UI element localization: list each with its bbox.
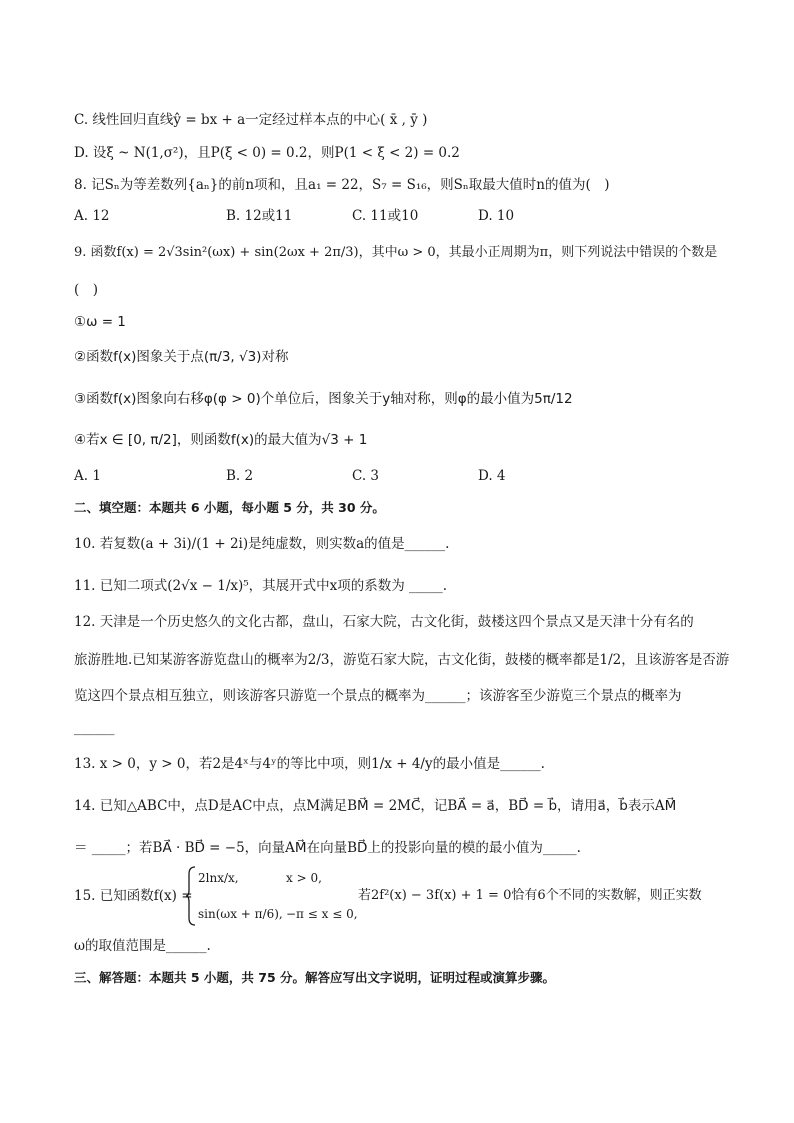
q9-statement-3: ③函数f(x)图象向右移φ(φ > 0)个单位后，图象关于y轴对称，则φ的最小值为5π/12 [74,391,573,407]
q10: 10. 若复数(a + 3i)/(1 + 2i)是纯虚数，则实数a的值是______. [74,536,450,552]
q15-case2-condition: −π ≤ x ≤ 0, [286,907,358,921]
piecewise-brace [186,866,196,926]
q15-case1-condition: x > 0, [286,871,322,885]
section-2-heading: 二、填空题：本题共 6 小题，每小题 5 分，共 30 分。 [74,500,385,515]
q15-line2: ω的取值范围是______. [74,938,211,954]
q15-case1-expr: 2lnx/x, [198,871,239,885]
q9-statement-4: ④若x ∈ [0, π/2]，则函数f(x)的最大值为√3 + 1 [74,432,368,448]
q9-statement-1: ①ω = 1 [74,314,126,330]
q13: 13. x > 0，y > 0，若2是4ˣ与4ʸ的等比中项，则1/x + 4/y的最小值是______. [74,756,545,772]
q12-line2: 旅游胜地.已知某游客游览盘山的概率为2/3，游览石家大院，古文化街，鼓楼的概率都是1/2，且该游客是否游 [74,652,730,668]
section-3-heading: 三、解答题：本题共 5 小题，共 75 分。解答应写出文字说明，证明过程或演算步骤。 [74,970,556,985]
q14-line1: 14. 已知△ABC中，点D是AC中点，点M满足BM⃗ = 2MC⃗，记BA⃗ = a⃗，BD⃗ = b⃗，请用a⃗，b⃗表示AM⃗ [74,798,677,814]
q8-option-a: A. 12 [74,208,110,224]
q9-statement-2: ②函数f(x)图象关于点(π/3, √3)对称 [74,349,289,365]
q11: 11. 已知二项式(2√x − 1/x)⁵，其展开式中x项的系数为 _____. [74,578,448,594]
q15-case2-expr: sin(ωx + π/6), [198,907,283,921]
q9-stem-line2: ( ) [74,282,99,298]
q9-option-d: D. 4 [478,468,506,484]
q12-line4: ______ [74,720,115,736]
q9-option-b: B. 2 [226,468,254,484]
q12-line3: 览这四个景点相互独立，则该游客只游览一个景点的概率为______；该游客至少游览三个景点的概率为 [74,688,682,704]
q15-prefix: 15. 已知函数f(x) = [74,888,193,904]
q15-suffix: 若2f²(x) − 3f(x) + 1 = 0恰有6个不同的实数解，则正实数 [358,888,702,903]
q9-option-c: C. 3 [352,468,380,484]
q7-option-c: C. 线性回归直线ŷ = bx + a一定经过样本点的中心( x̄ , ȳ ) [74,112,428,128]
q7-option-d: D. 设ξ ~ N(1,σ²)，且P(ξ < 0) = 0.2，则P(1 < ξ < 2) = 0.2 [74,145,460,161]
q15 [74,862,746,934]
q9-stem-line1: 9. 函数f(x) = 2√3sin²(ωx) + sin(2ωx + 2π/3)，其中ω > 0，其最小正周期为π，则下列说法中错误的个数是 [74,245,718,260]
q8-option-c: C. 11或10 [352,208,419,224]
q8-stem: 8. 记Sₙ为等差数列{aₙ}的前n项和，且a₁ = 22，S₇ = S₁₆，则Sₙ取最大值时n的值为( ) [74,177,610,193]
q9-option-a: A. 1 [74,468,101,484]
q14-line2: ＝ _____；若BA⃗ · BD⃗ = −5，向量AM⃗在向量BD⃗上的投影向量的模的最小值为_____. [74,840,581,856]
q8-option-b: B. 12或11 [226,208,293,224]
q8-option-d: D. 10 [478,208,515,224]
q12-line1: 12. 天津是一个历史悠久的文化古都，盘山，石家大院，古文化街，鼓楼这四个景点又是天津十分有名的 [74,614,694,630]
